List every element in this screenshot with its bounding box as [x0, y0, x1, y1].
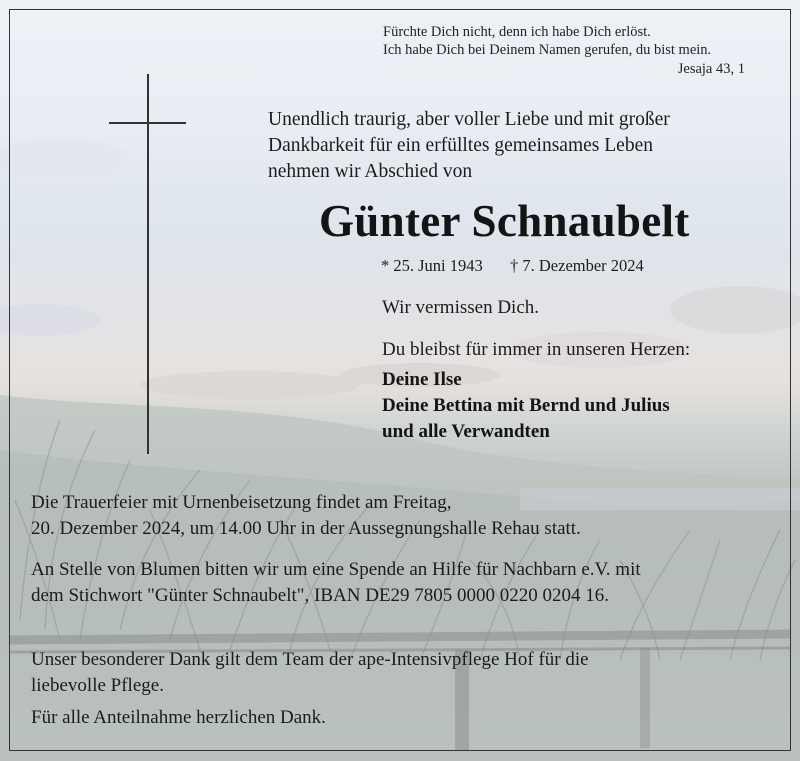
thanks-all: Für alle Anteilnahme herzlichen Dank.	[31, 707, 326, 728]
intro-line-2: Dankbarkeit für ein erfülltes gemeinsames Leben	[268, 135, 653, 156]
donation-line-1: An Stelle von Blumen bitten wir um eine Spende an Hilfe für Nachbarn e.V. mit	[31, 559, 641, 580]
birth-date: * 25. Juni 1943	[381, 256, 483, 275]
mourner-line: und alle Verwandten	[382, 421, 550, 442]
donation-line-2: dem Stichwort "Günter Schnaubelt", IBAN DE29 7805 0000 0220 0204 16.	[31, 585, 610, 606]
intro-line-1: Unendlich traurig, aber voller Liebe und mit großer	[268, 109, 670, 130]
message-in-hearts: Du bleibst für immer in unseren Herzen:	[382, 339, 691, 360]
message-miss-you: Wir vermissen Dich.	[382, 297, 540, 318]
deceased-name: Günter Schnaubelt	[319, 196, 690, 246]
mourner-line: Deine Ilse	[382, 369, 462, 390]
intro-line-3: nehmen wir Abschied von	[268, 161, 473, 182]
thanks-team-line-2: liebevolle Pflege.	[31, 675, 164, 696]
motto-line-1: Fürchte Dich nicht, denn ich habe Dich erlöst.	[383, 24, 651, 40]
funeral-line-1: Die Trauerfeier mit Urnenbeisetzung findet am Freitag,	[31, 492, 452, 513]
motto-source: Jesaja 43, 1	[677, 61, 745, 77]
mourner-line: Deine Bettina mit Bernd und Julius	[382, 395, 670, 416]
death-date: † 7. Dezember 2024	[510, 256, 644, 275]
motto-line-2: Ich habe Dich bei Deinem Namen gerufen, du bist mein.	[383, 42, 712, 58]
thanks-team-line-1: Unser besonderer Dank gilt dem Team der ape-Intensivpflege Hof für die	[31, 649, 589, 670]
funeral-line-2: 20. Dezember 2024, um 14.00 Uhr in der Aussegnungshalle Rehau statt.	[31, 518, 581, 539]
